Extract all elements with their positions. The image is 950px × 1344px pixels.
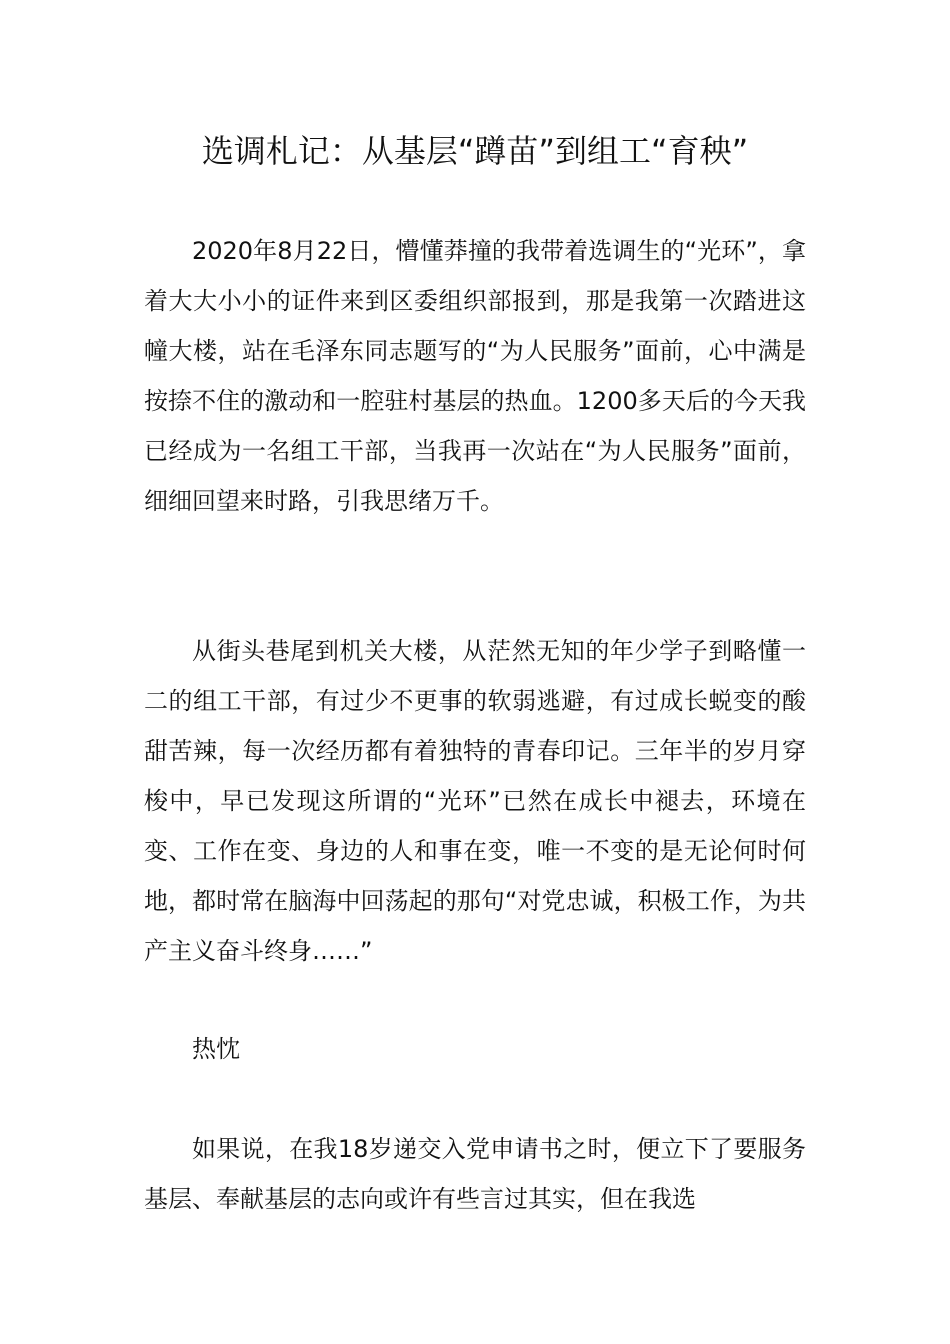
document-title: 选调札记：从基层“蹲苗”到组工“育秧”	[201, 132, 749, 170]
paragraph-3: 如果说，在我18岁递交入党申请书之时，便立下了要服务基层、奉献基层的志向或许有些言过其实，但在我选	[144, 1135, 806, 1213]
paragraph-1: 2020年8月22日，懵懂莽撞的我带着选调生的“光环”，拿着大大小小的证件来到区委组织部报到，那是我第一次踏进这幢大楼，站在毛泽东同志题写的“为人民服务”面前，心中满是按捺不住的激动和一腔驻村基层的热血。1200多天后的今天我已经成为一名组工干部，当我再一次站在“为人民服务”面前，细细回望来时路，引我思绪万千。	[144, 237, 806, 515]
paragraph-2: 从街头巷尾到机关大楼，从茫然无知的年少学子到略懂一二的组工干部，有过少不更事的软弱逃避，有过成长蜕变的酸甜苦辣，每一次经历都有着独特的青春印记。三年半的岁月穿梭中，早已发现这所谓的“光环”已然在成长中褪去，环境在变、工作在变、身边的人和事在变，唯一不变的是无论何时何地，都时常在脑海中回荡起的那句“对党忠诚，积极工作，为共产主义奋斗终身……”	[144, 637, 806, 965]
section-heading: 热忱	[192, 1035, 240, 1063]
